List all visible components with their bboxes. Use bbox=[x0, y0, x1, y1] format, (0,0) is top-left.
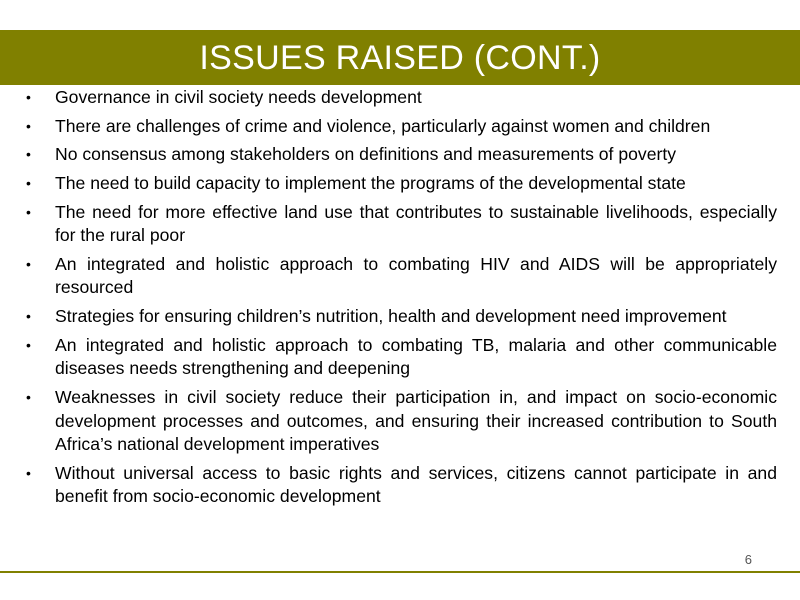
bullet-icon: • bbox=[26, 89, 31, 105]
bullet-icon: • bbox=[26, 203, 31, 220]
bullet-list bbox=[26, 86, 777, 514]
bullet-text: There are challenges of crime and violence, particularly against women and children bbox=[55, 115, 711, 136]
bullet-icon: • bbox=[26, 146, 31, 163]
list-item bbox=[26, 462, 777, 509]
list-item bbox=[26, 334, 777, 381]
bullet-icon: • bbox=[26, 336, 31, 353]
footer-rule bbox=[0, 571, 800, 573]
bullet-icon: • bbox=[26, 464, 31, 481]
bullet-text: Strategies for ensuring children’s nutrition, health and development need improvement bbox=[55, 306, 727, 327]
bullet-text: An integrated and holistic approach to combating TB, malaria and other communicable diseases needs strengthening and deepening bbox=[55, 334, 777, 379]
bullet-text: The need for more effective land use that contributes to sustainable livelihoods, especially for the rural poor bbox=[55, 201, 777, 246]
bullet-icon: • bbox=[26, 117, 31, 134]
slide-title: ISSUES RAISED (CONT.) bbox=[199, 39, 601, 77]
bullet-text: An integrated and holistic approach to combating HIV and AIDS will be appropriately resourced bbox=[55, 253, 777, 298]
list-item bbox=[26, 386, 777, 457]
list-item bbox=[26, 253, 777, 300]
list-item bbox=[26, 172, 777, 196]
list-item bbox=[26, 305, 777, 329]
list-item bbox=[26, 143, 777, 167]
title-bar bbox=[0, 30, 800, 87]
bullet-icon: • bbox=[26, 175, 31, 192]
bullet-icon: • bbox=[26, 255, 31, 272]
list-item bbox=[26, 115, 777, 139]
bullet-text: Governance in civil society needs development bbox=[55, 87, 422, 107]
list-item bbox=[26, 86, 777, 110]
bullet-icon: • bbox=[26, 389, 31, 405]
bullet-text: Weaknesses in civil society reduce their participation in, and impact on socio-economic development processes and outcomes, and ensuring their increased contribution to South Africa’s national development imperatives bbox=[55, 387, 777, 454]
bullet-text: Without universal access to basic rights and services, citizens cannot participate in and benefit from socio-economic development bbox=[55, 462, 777, 507]
bullet-text: The need to build capacity to implement the programs of the developmental state bbox=[55, 173, 686, 194]
page-number: 6 bbox=[744, 552, 752, 567]
list-item bbox=[26, 201, 777, 248]
bullet-text: No consensus among stakeholders on definitions and measurements of poverty bbox=[55, 144, 677, 165]
bullet-icon: • bbox=[26, 308, 31, 325]
